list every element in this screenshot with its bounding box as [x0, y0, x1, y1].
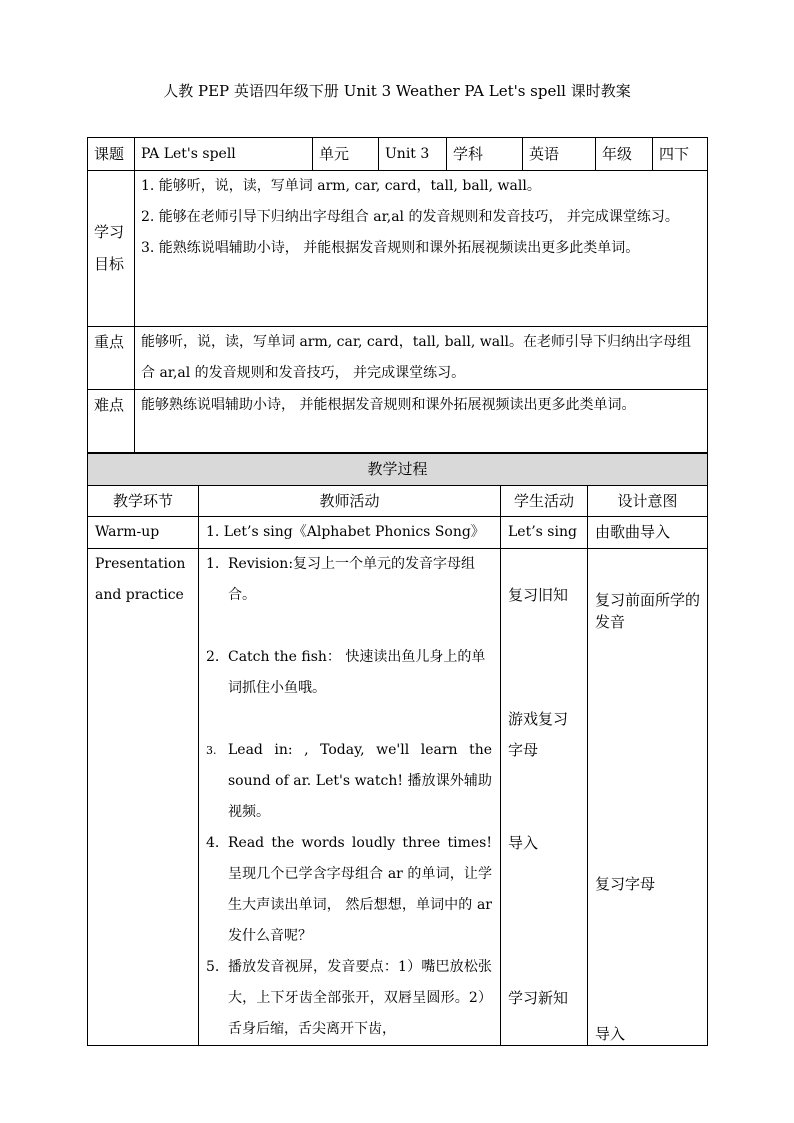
intent-item: 导入: [595, 1025, 626, 1043]
item-text: Lead in: , Today, we'll learn the sound of ar. Let's watch! 播放课外辅助视频。: [228, 742, 492, 820]
key-points-text: 能够听，说，读，写单词 arm, car, card，tall, ball, wall。在老师引导下归纳出字母组合 ar,al 的发音规则和发音技巧， 并完成课堂练习。: [135, 327, 708, 390]
intent-item: 复习前面所学的发音: [595, 591, 701, 631]
header-teacher: 教师活动: [199, 486, 501, 517]
item-text: Catch the fish： 快速读出鱼儿身上的单词抓住小鱼哦。: [228, 649, 486, 696]
difficulties-text: 能够熟练说唱辅助小诗， 并能根据发音规则和课外拓展视频读出更多此类单词。: [135, 390, 708, 453]
document-title: 人教 PEP 英语四年级下册 Unit 3 Weather PA Let's spell 课时教案: [163, 82, 631, 100]
objectives-content: [135, 171, 708, 327]
unit-label: 单元: [313, 138, 379, 171]
item-number: 3.: [206, 744, 217, 757]
key-points-label: 重点: [88, 327, 135, 390]
warmup-intent: 由歌曲导入: [588, 517, 708, 549]
presentation-stage: Presentation and practice: [88, 549, 199, 1046]
teacher-activity-item: [206, 549, 492, 611]
teacher-activity-item: [206, 952, 492, 1045]
grade-value: 四下: [653, 138, 708, 171]
topic-value: PA Let's spell: [135, 138, 313, 171]
subject-label: 学科: [447, 138, 523, 171]
item-number: 5.: [206, 959, 220, 975]
header-stage: 教学环节: [88, 486, 199, 517]
teacher-activity-item: [206, 642, 492, 704]
objective-item: 1. 能够听，说，读，写单词 arm, car, card，tall, ball, wall。: [141, 178, 541, 194]
topic-label: 课题: [88, 138, 135, 171]
warmup-student: Let’s sing: [501, 517, 588, 549]
header-student: 学生活动: [501, 486, 588, 517]
objectives-label-line2: 目标: [94, 254, 125, 273]
item-text: Revision:复习上一个单元的发音字母组合。: [228, 556, 476, 603]
objectives-label-line1: 学习: [94, 222, 125, 241]
student-activity: 复习旧知: [508, 586, 569, 604]
process-title: 教学过程: [88, 454, 708, 486]
item-number: 2.: [206, 649, 220, 665]
objective-item: 2. 能够在老师引导下归纳出字母组合 ar,al 的发音规则和发音技巧， 并完成课堂练习。: [141, 209, 679, 225]
lesson-info-table: [87, 137, 708, 453]
subject-value: 英语: [523, 138, 596, 171]
difficulties-label: 难点: [88, 390, 135, 453]
grade-label: 年级: [596, 138, 653, 171]
item-number: 4.: [206, 835, 220, 851]
teacher-activity-item: [206, 828, 492, 952]
presentation-intent: [588, 549, 708, 1046]
unit-value: Unit 3: [379, 138, 447, 171]
warmup-teacher: 1. Let’s sing《Alphabet Phonics Song》: [199, 517, 501, 549]
presentation-teacher: [199, 549, 501, 1046]
student-activity: 游戏复习字母: [508, 710, 569, 759]
intent-item: 复习字母: [595, 875, 656, 893]
item-text: 播放发音视屏，发音要点：1）嘴巴放松张大，上下牙齿全部张开，双唇呈圆形。2）舌身后缩，舌尖离开下齿，: [228, 959, 492, 1037]
item-number: 1.: [206, 556, 220, 572]
student-activity: 学习新知: [508, 989, 569, 1007]
objective-item: 3. 能熟练说唱辅助小诗， 并能根据发音规则和课外拓展视频读出更多此类单词。: [141, 240, 640, 256]
teacher-activity-item: [206, 735, 492, 828]
teaching-process-table: [87, 453, 708, 1046]
warmup-stage: Warm-up: [88, 517, 199, 549]
item-text: Read the words loudly three times! 呈现几个已学含字母组合 ar 的单词，让学生大声读出单词， 然后想想，单词中的 ar 发什么音呢？: [228, 835, 492, 944]
objectives-label: [88, 171, 135, 327]
presentation-student: [501, 549, 588, 1046]
header-intent: 设计意图: [588, 486, 708, 517]
student-activity: 导入: [508, 834, 539, 852]
